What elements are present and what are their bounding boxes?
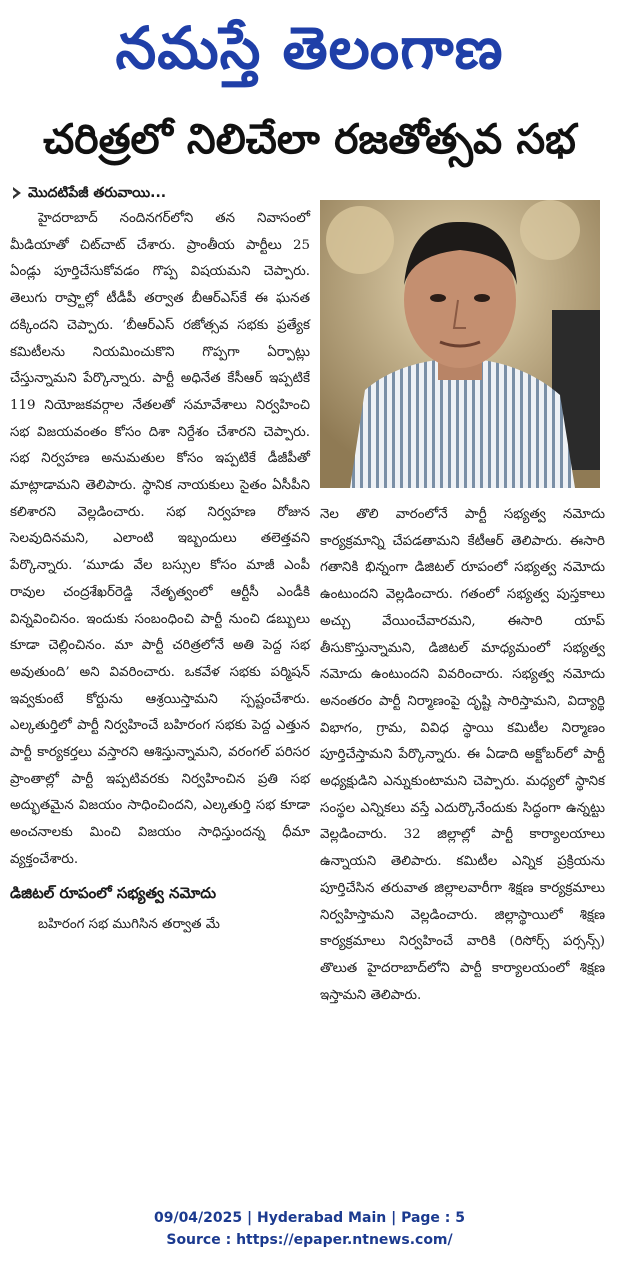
source-link[interactable]: Source : https://epaper.ntnews.com/ — [166, 1232, 453, 1248]
article-paragraph-tail: బహిరంగ సభ ముగిసిన తర్వాత మే — [38, 916, 220, 932]
article-body — [0, 180, 619, 1190]
subheading: డిజిటల్ రూపంలో సభ్యత్వ నమోదు — [10, 883, 217, 902]
right-column — [320, 200, 605, 1009]
left-column — [10, 180, 310, 938]
chevron-right-icon — [12, 186, 22, 200]
edition-info: 09/04/2025 | Hyderabad Main | Page : 5 — [153, 1210, 466, 1226]
footer — [0, 1207, 619, 1251]
headline: చరిత్రలో నిలిచేలా రజతోత్సవ సభ — [43, 115, 576, 163]
article-paragraph: నెల తొలి వారంలోనే పార్టీ సభ్యత్వ నమోదు కార్యక్రమాన్ని చేపడతామని కేటీఆర్ తెలిపారు. ఈసారి గతానికి భిన్నంగా డిజిటల్ రూపంలో సభ్యత్వ నమోదు ఉంటుందని వెల్లడించారు. గతంలో సభ్యత్వ పుస్తకాలు అచ్చు వేయించేవారమని, ఈసారి యాప్ తీసుకొస్తున్నామని, డిజిటల్ మాధ్యమంలో సభ్యత్వ నమోదు ఉంటుందని వివరించారు. సభ్యత్వ నమోదు అనంతరం పార్టీ నిర్మాణంపై దృష్టి సారిస్తామని, విద్యార్థి విభాగం, గ్రామ, వివిధ స్థాయి కమిటీల నిర్మాణం పూర్తిచేస్తామని పేర్కొన్నారు. ఈ ఏడాది అక్టోబర్‌లో పార్టీ అధ్యక్షుడిని ఎన్నుకుంటామని చెప్పారు. మధ్యలో స్థానిక సంస్థల ఎన్నికలు వస్తే ఎదుర్కొనేందుకు సిద్ధంగా ఉన్నట్టు వెల్లడించారు. 32 జిల్లాల్లో పార్టీ కార్యాలయాలు ఉన్నాయని తెలిపారు. కమిటీల ఎన్నిక ప్రక్రియను పూర్తిచేసిన తరువాత జిల్లాలవారీగా శిక్షణ కార్యక్రమాలు నిర్వహిస్తామని వెల్లడించారు. జిల్లాస్థాయిలో శిక్షణ కార్యక్రమాలు నిర్వహించే వారికి (రిసోర్స్ పర్సన్స్) తొలుత హైదరాబాద్‌లోని పార్టీ కార్యాలయంలో శిక్షణ ఇస్తామని తెలిపారు. — [320, 507, 605, 1003]
continued-from-front-page — [10, 180, 310, 206]
masthead — [0, 0, 619, 95]
masthead-title: నమస్తే తెలంగాణ — [115, 14, 504, 82]
article-paragraph: హైదరాబాద్ నందినగర్‌లోని తన నివాసంలో మీడియాతో చిట్‌చాట్ చేశారు. ప్రాంతీయ పార్టీలు 25 ఏండ్లు పూర్తిచేసుకోవడం గొప్ప విషయమని చెప్పారు. తెలుగు రాష్ర్టాల్లో టీడీపీ తర్వాత బీఆర్‌ఎస్‌కే ఈ ఘనత దక్కిందని చెప్పారు. ‘బీఆర్‌ఎస్ రజోత్సవ సభకు ప్రత్యేక కమిటీలను నియమించుకొని గొప్పగా ఏర్పాట్లు చేస్తున్నామని పేర్కొన్నారు. పార్టీ అధినేత కేసీఆర్ ఇప్పటికే 119 నియోజకవర్గాల నేతలతో సమావేశాలు నిర్వహించి సభ విజయవంతం కోసం దిశా నిర్దేశం చేశారని చెప్పారు. సభ నిర్వహణ అనుమతుల కోసం ఇప్పటికే డీజీపీతో మాట్లాడామని తెలిపారు. స్థానిక నాయకులు సైతం ఏసీపీని కలిశారని వెల్లడించారు. సభ నిర్వహణ రోజున సెలవుదినమని, ఎలాంటి ఇబ్బందులు తలెత్తవని పేర్కొన్నారు. ‘మూడు వేల బస్సుల కోసం మాజీ ఎంపీ రావుల చంద్రశేఖర్‌రెడ్డి నేతృత్వంలో ఆర్టీసీ ఎండీకి విన్నవించినం. ఇందుకు సంబంధించి పార్టీ నుంచి డబ్బులు కూడా చెల్లించినం. మా పార్టీ చరిత్రలోనే అతి పెద్ద సభ అవుతుంది’ అని వివరించారు. ఒకవేళ సభకు పర్మిషన్ ఇవ్వకుంటే కోర్టును ఆశ్రయిస్తామని స్పష్టంచేశారు. ఎల్కతుర్తిలో పార్టీ నిర్వహించే బహిరంగ సభకు పెద్ద ఎత్తున పార్టీ కార్యకర్తలు వస్తారని ఆశిస్తున్నామని, వరంగల్ పరిసర ప్రాంతాల్లో పార్టీ ఇప్పటివరకు నిర్వహించిన ప్రతి సభ అద్భుతమైన విజయం సాధించిందని, ఎల్కతుర్తి సభ కూడా అంచనాలకు మించి విజయం సాధిస్తుందన్న ధీమా వ్యక్తంచేశారు. — [10, 211, 310, 867]
portrait-photo — [320, 200, 600, 488]
portrait-illustration — [320, 200, 600, 488]
continued-label: మొదటిపేజీ తరువాయి... — [28, 185, 167, 201]
